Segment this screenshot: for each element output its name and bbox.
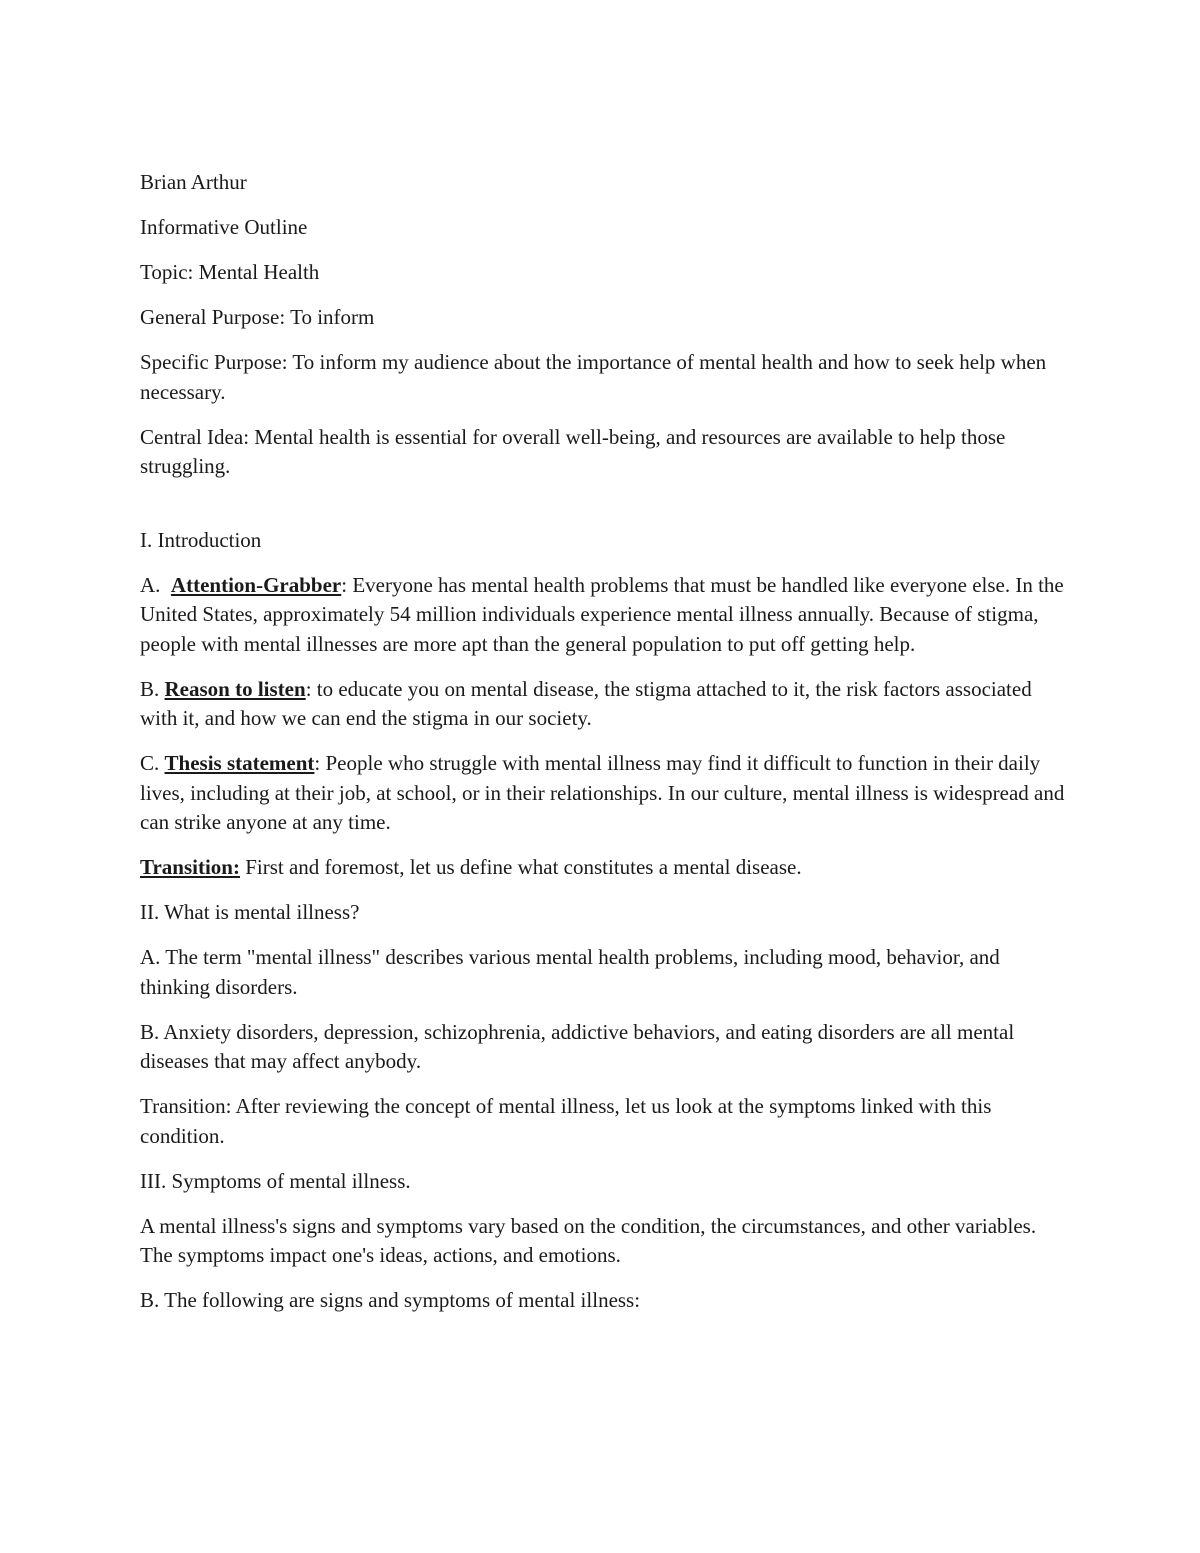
document-body	[140, 168, 1065, 1331]
topic-line: Topic: Mental Health	[140, 260, 320, 284]
intro-c-text: : People who struggle with mental illness may find it difficult to function in their daily lives, including at their job, at school, or in their relationships. In our culture, mental illness is widespread and can strike anyone at any time.	[140, 751, 1065, 834]
intro-b-prefix: B.	[140, 676, 165, 701]
section-3-heading: III. Symptoms of mental illness.	[140, 1168, 411, 1193]
reason-to-listen-label: Reason to listen	[164, 676, 306, 701]
section-2-point-b: B. Anxiety disorders, depression, schizophrenia, addictive behaviors, and eating disorders are all mental diseases that may affect anybody.	[140, 1019, 1015, 1073]
thesis-statement-label: Thesis statement	[164, 751, 315, 775]
specific-purpose-line: Specific Purpose: To inform my audience about the importance of mental health and how to seek help when necessary.	[140, 350, 1047, 404]
transition-1-label: Transition:	[140, 855, 240, 879]
intro-a-prefix: A.	[140, 572, 171, 597]
author-name: Brian Arthur	[140, 170, 247, 194]
intro-point-c	[140, 749, 1065, 838]
transition-1	[140, 853, 1065, 883]
central-idea-line: Central Idea: Mental health is essential for overall well-being, and resources are available to help those struggling.	[140, 424, 1006, 478]
transition-1-text: First and foremost, let us define what constitutes a mental disease.	[239, 855, 802, 879]
intro-a-text: : Everyone has mental health problems that must be handled like everyone else. In the United States, approximately 54 million individuals experience mental illness annually. Because of stigma, people with mental illnesses are more apt than the general population to put off getting help.	[140, 572, 1064, 656]
intro-heading: I. Introduction	[140, 527, 262, 552]
section-3-point-a: A mental illness's signs and symptoms vary based on the condition, the circumstances, and other variables. The symptoms impact one's ideas, actions, and emotions.	[140, 1213, 1037, 1267]
general-purpose-line: General Purpose: To inform	[140, 305, 375, 329]
intro-c-prefix: C.	[140, 751, 165, 775]
intro-b-text: : to educate you on mental disease, the stigma attached to it, the risk factors associated with it, and how we can end the stigma in our society.	[140, 676, 1032, 730]
transition-2: Transition: After reviewing the concept of mental illness, let us look at the symptoms linked with this condition.	[140, 1094, 992, 1148]
document-type: Informative Outline	[140, 215, 308, 239]
section-2-point-a: A. The term "mental illness" describes various mental health problems, including mood, behavior, and thinking disorders.	[140, 945, 1000, 999]
section-2-heading: II. What is mental illness?	[140, 900, 360, 924]
attention-grabber-label: Attention-Grabber	[170, 572, 342, 597]
section-3-point-b: B. The following are signs and symptoms of mental illness:	[140, 1288, 641, 1312]
intro-point-b	[140, 675, 1065, 734]
intro-point-a	[140, 571, 1065, 660]
